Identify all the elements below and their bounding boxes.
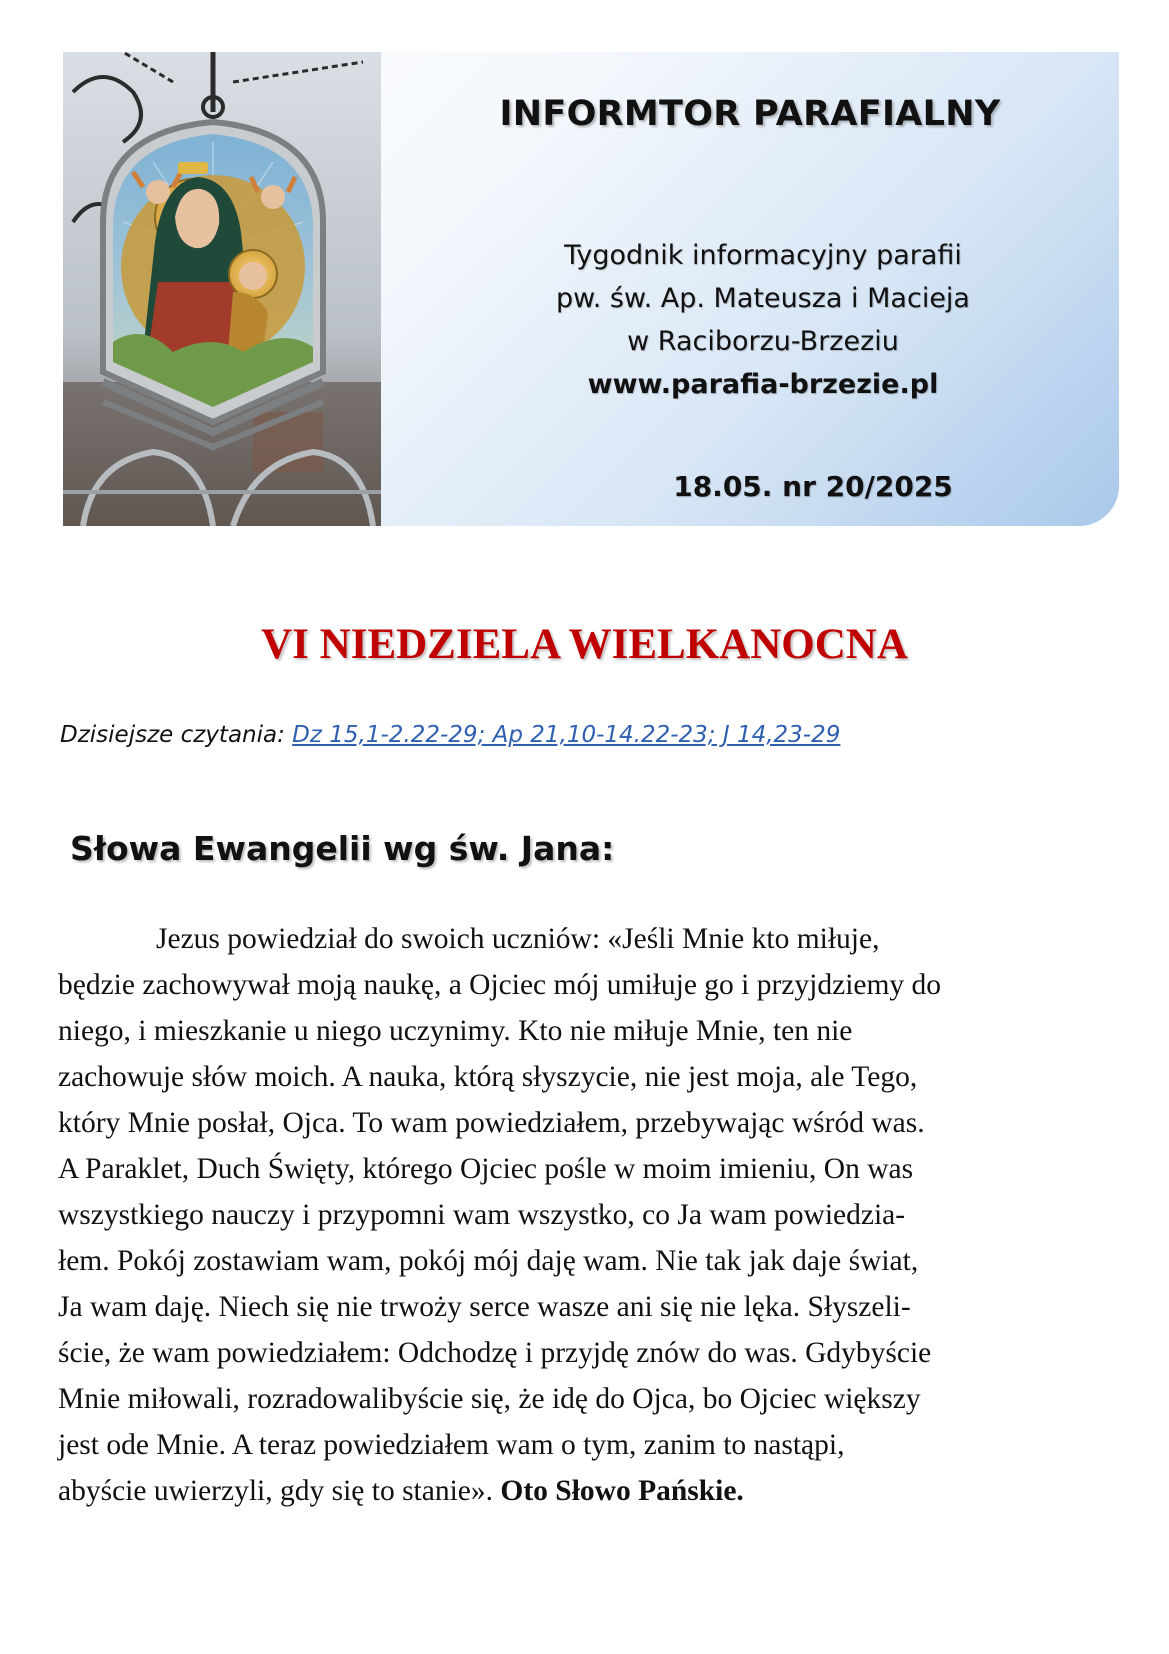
stained-glass-icon-shrine [63, 52, 381, 526]
newsletter-subtitle [493, 234, 1033, 406]
sunday-title: VI NIEDZIELA WIELKANOCNA [261, 621, 908, 668]
gospel-line: który Mnie posłał, Ojca. To wam powiedziałem, przebywając wśród was. [58, 1107, 925, 1139]
gospel-line: Jezus powiedział do swoich uczniów: «Jeśli Mnie kto miłuje, [156, 923, 880, 955]
gospel-line: zachowuje słów moich. A nauka, którą słyszycie, nie jest moja, ale Tego, [58, 1061, 918, 1093]
readings-label: Dzisiejsze czytania: [60, 722, 285, 748]
gospel-last-line [58, 1468, 1138, 1514]
subtitle-line: Tygodnik informacyjny parafii [564, 240, 962, 271]
gospel-line: Mnie miłowali, rozradowalibyście się, że idę do Ojca, bo Ojciec większy [58, 1383, 921, 1415]
subtitle-line: pw. św. Ap. Mateusza i Macieja [556, 283, 970, 314]
gospel-line: łem. Pokój zostawiam wam, pokój mój daję wam. Nie tak jak daje świat, [58, 1245, 919, 1277]
gospel-line: niego, i mieszkanie u niego uczynimy. Kto nie miłuje Mnie, ten nie [58, 1015, 853, 1047]
gospel-line: będzie zachowywał moją naukę, a Ojciec mój umiłuje go i przyjdziemy do [58, 969, 942, 1001]
gospel-closing: Oto Słowo Pańskie. [500, 1475, 744, 1507]
gospel-text [58, 916, 1138, 1514]
readings-line [60, 722, 840, 748]
gospel-line: Ja wam daję. Niech się nie trwoży serce wasze ani się nie lęka. Słyszeli- [58, 1291, 911, 1323]
gospel-line: ście, że wam powiedziałem: Odchodzę i przyjdę znów do was. Gdybyście [58, 1337, 932, 1369]
gospel-line: wszystkiego nauczy i przypomni wam wszystko, co Ja wam powiedzia- [58, 1199, 906, 1231]
readings-link[interactable]: Dz 15,1-2.22-29; Ap 21,10-14.22-23; J 14,23-29 [292, 722, 841, 748]
issue-number: 18.05. nr 20/2025 [673, 470, 953, 503]
gospel-line: A Paraklet, Duch Święty, którego Ojciec pośle w moim imieniu, On was [58, 1153, 914, 1185]
gospel-line-text: abyście uwierzyli, gdy się to stanie». [58, 1475, 494, 1507]
parish-website[interactable]: www.parafia-brzezie.pl [587, 369, 939, 400]
gospel-heading: Słowa Ewangelii wg św. Jana: [70, 829, 615, 868]
subtitle-line: w Raciborzu-Brzeziu [627, 326, 899, 357]
newsletter-title: INFORMTOR PARAFIALNY [499, 94, 1001, 134]
header-banner [63, 52, 1119, 526]
gospel-line: jest ode Mnie. A teraz powiedziałem wam o tym, zanim to nastąpi, [58, 1429, 845, 1461]
